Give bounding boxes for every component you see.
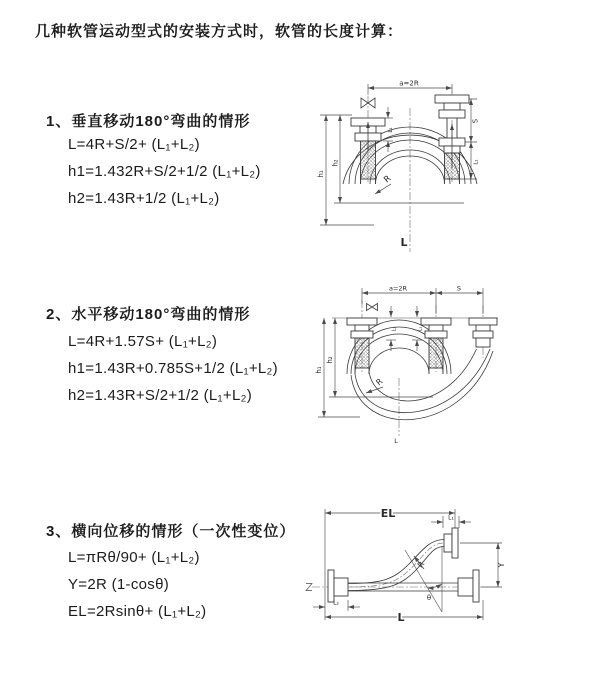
construction-lines — [405, 546, 442, 612]
dim-label-l1-flange: L₁ — [388, 127, 394, 133]
section-3-formula-Y: Y=2R (1-cosθ) — [68, 576, 170, 593]
section-2-formula-h1: h1=1.43R+0.785S+1/2 (L₁+L₂) — [68, 360, 278, 377]
dim-label-a2r: a=2R — [399, 79, 419, 88]
section-2-heading: 2、水平移动180°弯曲的情形 — [46, 306, 251, 323]
dim-label-l2: L₂ — [333, 599, 339, 607]
dim-label-l1: L₁ — [448, 514, 454, 522]
dim-label-h1: h₁ — [315, 366, 323, 374]
length-label: L — [397, 611, 405, 624]
radius-label: R — [415, 559, 427, 570]
section-1-formula-h1: h1=1.432R+S/2+1/2 (L₁+L₂) — [68, 163, 261, 180]
length-label: L — [400, 236, 408, 249]
valve-icon — [367, 304, 378, 311]
section-1-formula-L: L=4R+S/2+ (L₁+L₂) — [68, 136, 200, 153]
centerline-break-mark — [306, 584, 312, 591]
diagram-horizontal-180-bend — [300, 280, 570, 455]
radius-leader — [375, 184, 391, 194]
dim-label-h2: h₂ — [326, 356, 334, 364]
dim-label-h2: h₂ — [331, 159, 340, 167]
hose-lines — [348, 540, 458, 592]
section-1-formula-h2: h2=1.43R+1/2 (L₁+L₂) — [68, 190, 220, 207]
section-3-formula-L: L=πRθ/90+ (L₁+L₂) — [68, 549, 200, 566]
dim-label-a2r: a=2R — [388, 284, 408, 293]
section-1-heading: 1、垂直移动180°弯曲的情形 — [46, 113, 251, 130]
dim-label-y: Y — [497, 562, 506, 568]
dimension-lines — [318, 288, 498, 417]
section-3-heading: 3、横向位移的情形（一次性变位） — [46, 523, 296, 540]
section-2-formula-h2: h2=1.43R+S/2+1/2 (L₁+L₂) — [68, 387, 253, 404]
dim-label-l1-right: L₁ — [473, 159, 480, 165]
diagram-lateral-displacement — [300, 500, 590, 660]
dim-label-l1-left: L₁ — [391, 326, 398, 332]
theta-label: θ — [426, 594, 432, 602]
dim-label-h1: h₁ — [317, 170, 325, 178]
dim-label-l1-mid: L₁ — [417, 326, 424, 332]
section-2-formula-L: L=4R+1.57S+ (L₁+L₂) — [68, 333, 218, 350]
section-3-formula-EL: EL=2Rsinθ+ (L₁+L₂) — [68, 603, 207, 620]
page-title: 几种软管运动型式的安装方式时，软管的长度计算： — [35, 23, 404, 40]
dim-label-s: S — [456, 284, 462, 293]
dim-label-s: S — [471, 118, 480, 124]
dimension-lines — [313, 509, 502, 620]
length-label: L — [394, 437, 398, 445]
radius-label: R — [382, 173, 394, 186]
dim-label-el: EL — [380, 507, 396, 520]
radius-label: R — [374, 376, 385, 388]
diagram-vertical-180-bend — [300, 70, 560, 260]
